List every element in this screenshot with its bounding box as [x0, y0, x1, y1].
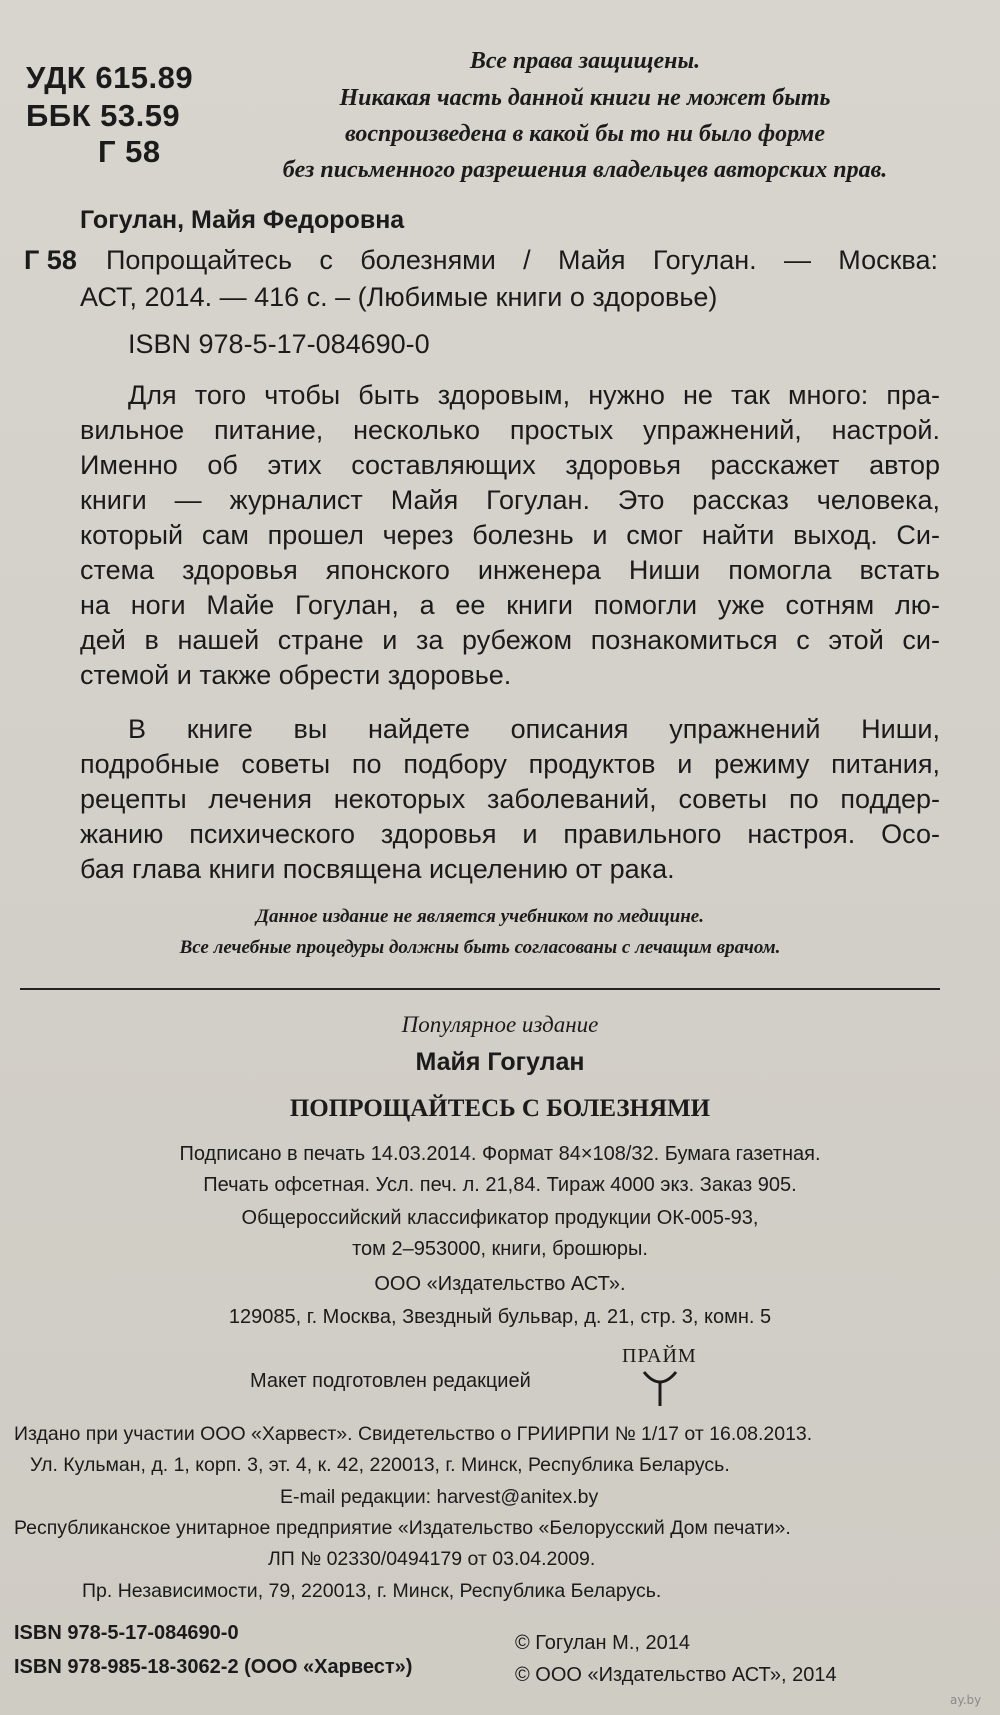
disclaimer-line-2: Все лечебные процедуры должны быть согласованы с лечащим врачом. [179, 937, 781, 958]
prime-logo-text: ПРАЙМ [622, 1345, 697, 1367]
publisher-address: 129085, г. Москва, Звездный бульвар, д. 21, стр. 3, комн. 5 [228, 1306, 772, 1328]
print-line-2: Печать офсетная. Усл. печ. л. 21,84. Тираж 4000 экз. Заказ 905. [203, 1174, 797, 1196]
isbn-main: ISBN 978-5-17-084690-0 [128, 329, 430, 359]
annotation-line: Для того чтобы быть здоровым, нужно не так много: пра- [128, 380, 940, 410]
annotation-line: стема здоровья японского инженера Ниши помогла встать [80, 555, 940, 585]
harvest-line-1: Издано при участии ООО «Харвест». Свидетельство о ГРИИРПИ № 1/17 от 16.08.2013. [14, 1423, 813, 1445]
annotation-line: жанию психического здоровья и правильного настроя. Осо- [80, 819, 940, 849]
catalog-line-2: АСТ, 2014. — 416 с. – (Любимые книги о здоровье) [80, 282, 718, 312]
annotation-line: рецепты лечения некоторых заболеваний, советы по поддер- [80, 784, 940, 814]
harvest-line-3: E-mail редакции: harvest@anitex.by [280, 1486, 599, 1508]
prime-logo-icon [640, 1368, 680, 1408]
isbn-ast: ISBN 978-5-17-084690-0 [14, 1622, 239, 1644]
annotation-line: на ноги Майе Гогулан, а ее книги помогли уже сотням лю- [80, 590, 940, 620]
harvest-line-5: ЛП № 02330/0494179 от 03.04.2009. [268, 1548, 596, 1570]
divider [20, 988, 940, 990]
annotation-line: бая глава книги посвящена исцелению от рака. [80, 854, 675, 884]
annotation-line: стемой и также обрести здоровье. [80, 660, 512, 690]
harvest-line-4: Республиканское унитарное предприятие «Издательство «Белорусский Дом печати». [14, 1517, 791, 1539]
disclaimer-line-1: Данное издание не является учебником по медицине. [256, 906, 704, 927]
publisher-name: ООО «Издательство АСТ». [374, 1273, 626, 1295]
rights-line-4: без письменного разрешения владельцев авторских прав. [282, 157, 888, 183]
annotation-line: книги — журналист Майя Гогулан. Это рассказ человека, [80, 485, 940, 515]
author-mark: Г 58 [98, 134, 161, 169]
annotation-line: который сам прошел через болезнь и смог найти выход. Си- [80, 520, 940, 550]
annotation-line: Именно об этих составляющих здоровья расскажет автор [80, 450, 940, 480]
bbk-code: ББК 53.59 [26, 98, 181, 133]
watermark: ay.by [950, 1693, 982, 1707]
annotation-line: подробные советы по подбору продуктов и режиму питания, [80, 749, 940, 779]
harvest-line-6: Пр. Независимости, 79, 220013, г. Минск, Республика Беларусь. [82, 1580, 662, 1602]
annotation-line: дей в нашей стране и за рубежом познакомиться с этой си- [80, 625, 940, 655]
udk-code: УДК 615.89 [26, 60, 194, 95]
author-heading: Гогулан, Майя Федоровна [80, 206, 405, 234]
print-line-1: Подписано в печать 14.03.2014. Формат 84×108/32. Бумага газетная. [179, 1143, 821, 1165]
isbn-harvest: ISBN 978-985-18-3062-2 (ООО «Харвест») [14, 1656, 413, 1678]
annotation-line: В книге вы найдете описания упражнений Ниши, [128, 714, 940, 744]
rights-line-1: Все права защищены. [469, 48, 701, 74]
imprint-author: Майя Гогулан [415, 1048, 585, 1076]
edition-type: Популярное издание [401, 1012, 599, 1037]
rights-line-2: Никакая часть данной книги не может быть [339, 85, 831, 111]
classifier-line-2: том 2–953000, книги, брошюры. [352, 1238, 648, 1260]
layout-by: Макет подготовлен редакцией [250, 1370, 531, 1392]
annotation-line: вильное питание, несколько простых упражнений, настрой. [80, 415, 940, 445]
harvest-line-2: Ул. Кульман, д. 1, корп. 3, эт. 4, к. 42, 220013, г. Минск, Республика Беларусь. [30, 1454, 730, 1476]
rights-line-3: воспроизведена в какой бы то ни было форме [344, 121, 826, 147]
copyright-author: © Гогулан М., 2014 [515, 1632, 690, 1654]
copyright-publisher: © ООО «Издательство АСТ», 2014 [515, 1664, 837, 1686]
catalog-line-1: Попрощайтесь с болезнями / Майя Гогулан. — Москва: [106, 245, 938, 275]
imprint-title: ПОПРОЩАЙТЕСЬ С БОЛЕЗНЯМИ [289, 1095, 711, 1122]
classifier-line-1: Общероссийский классификатор продукции ОК-005-93, [241, 1207, 759, 1229]
catalog-code: Г 58 [24, 245, 77, 275]
